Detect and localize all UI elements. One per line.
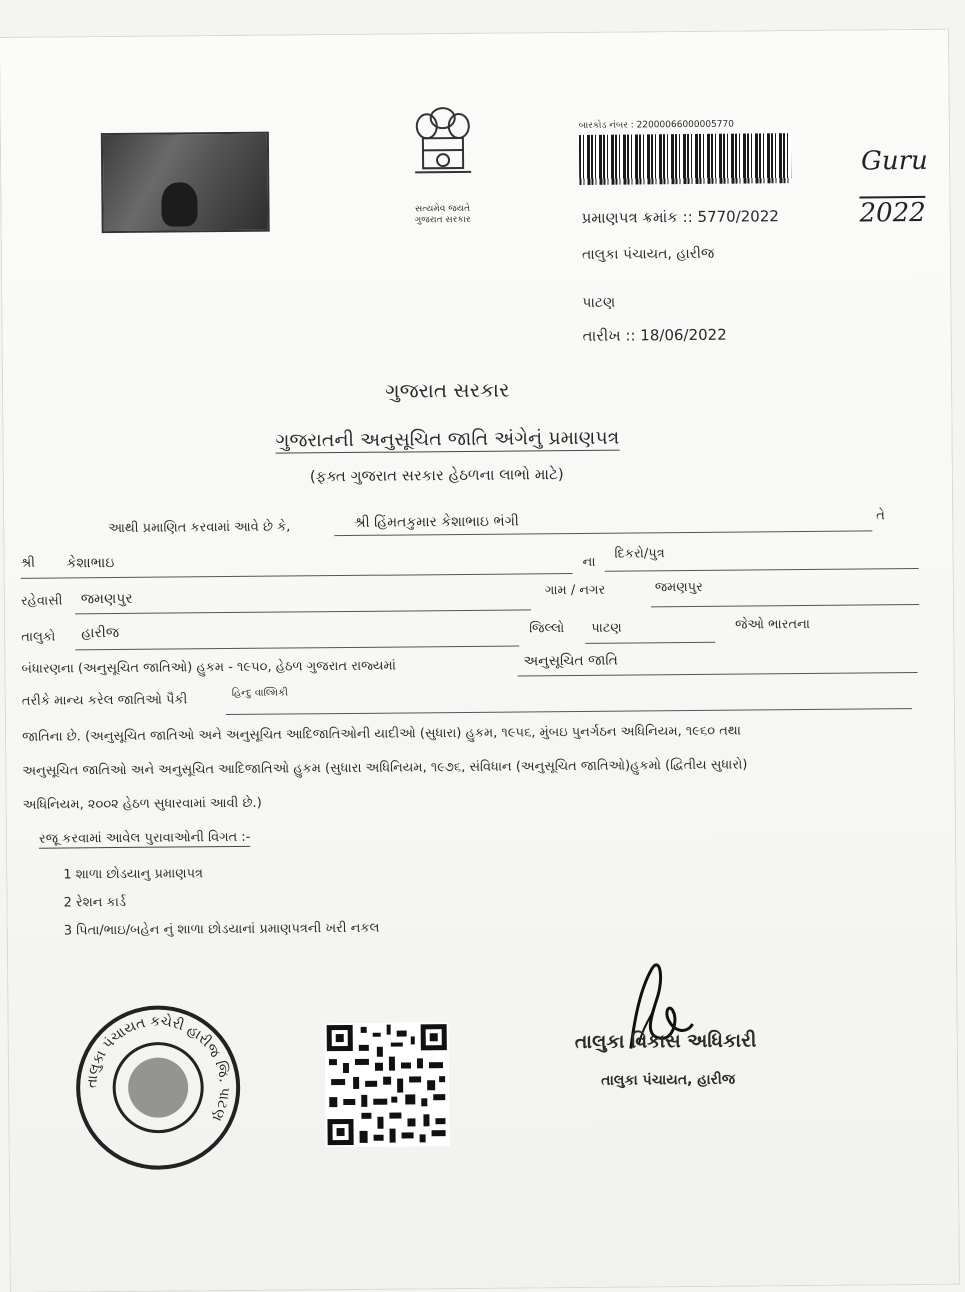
- son-label: દિકરો/પુત્ર: [614, 546, 665, 562]
- para-line-3: અધિનિયમ, ૨૦૦૨ હેઠળ સુધારવામાં આવી છે.): [22, 795, 262, 813]
- shri-label: શ્રી: [20, 555, 35, 571]
- certificate-subtitle: (ફક્ત ગુજરાત સરકાર હેઠળના લાભો માટે): [309, 465, 564, 486]
- issuing-office: તાલુકા પંચાયત, હારીજ: [581, 245, 715, 263]
- certify-text: આથી પ્રમાણિત કરવામાં આવે છે કે,: [108, 519, 291, 537]
- para-line-2: અનુસૂચિત જાતિઓ અને અનુસૂચિત આદિજાતિઓ હુકમ (સુધારા અધિનિયમ, ૧૯૭૬, સંવિધાન (અનુસૂચિત જાતિઓ)હુકમો (દ્વિતીય સુધારો): [22, 757, 748, 779]
- certificate-title: ગુજરાતની અનુસૂચિત જાતિ અંગેનું પ્રમાણપત્ર: [275, 426, 620, 452]
- applicant-name: શ્રી હિંમતકુમાર કેશાભાઇ ભંગી: [354, 513, 519, 531]
- resident-value: જમણપુર: [80, 590, 133, 608]
- evidence-heading: રજૂ કરવામાં આવેલ પુરાવાઓની વિગત :-: [38, 829, 251, 847]
- taluka-label: તાલુકો: [21, 629, 56, 645]
- issue-date: તારીખ :: 18/06/2022: [582, 325, 727, 345]
- constitution-text: બંધારણના (અનુસૂચિત જાતિઓ) હુકમ - ૧૯૫૦, હેઠળ ગુજરાત રાજ્યમાં: [21, 658, 396, 677]
- applicant-photo: [101, 132, 270, 233]
- evidence-item: 1 શાળા છોડયાનુ પ્રમાણપત્ર: [63, 866, 204, 883]
- qr-code: [325, 1022, 450, 1147]
- india-text: જેઓ ભારતના: [735, 616, 810, 633]
- government-title: ગુજરાત સરકાર: [384, 377, 510, 403]
- emblem-caption: સત્યમેવ જયતે ગુજરાત સરકાર: [414, 203, 471, 226]
- father-name: કેશાભાઇ: [66, 555, 115, 572]
- state-emblem-icon: [401, 100, 486, 205]
- category-value: અનુસૂચિત જાતિ: [523, 652, 618, 670]
- district-label: જિલ્લો: [529, 621, 565, 637]
- caste-value: હિન્દુ વાલ્મિકી: [231, 687, 289, 700]
- barcode: [579, 133, 791, 185]
- na-text: ના: [582, 554, 596, 570]
- officer-signature-icon: [568, 947, 809, 1089]
- handwritten-year: 2022: [859, 197, 926, 229]
- taluka-value: હારીજ: [81, 624, 120, 642]
- barcode-number: બારકોડ નંબર : 22000066000005770: [578, 119, 735, 131]
- header-district: પાટણ: [582, 294, 616, 311]
- district-value: પાટણ: [591, 620, 622, 636]
- para-line-1: જાતિના છે. (અનુસૂચિત જાતિઓ અને અનુસૂચિત આદિજાતિઓની યાદીઓ (સુધારા) હુકમ, ૧૯૫૬, મુંબઇ પુનર્ગઠન અધિનિયમ, ૧૯૬૦ તથા: [22, 723, 742, 745]
- officer-office: તાલુકા પંચાયત, હારીજ: [601, 1071, 736, 1089]
- officer-title: તાલુકા વિકાસ અધિકારી: [574, 1029, 757, 1054]
- certificate-page: [0, 30, 959, 1292]
- svg-text:તાલુકા પંચાયત કચેરી હારીજ જિ.: તાલુકા પંચાયત કચેરી હારીજ જિ. પાટણ: [83, 1013, 233, 1124]
- recognized-text: તરીકે માન્ય કરેલ જાતિઓ પૈકી: [21, 692, 188, 709]
- office-seal-icon: [72, 1002, 243, 1173]
- handwritten-note: Guru: [860, 145, 928, 177]
- village-value: જમણપુર: [654, 579, 703, 596]
- evidence-item: 3 પિતા/ભાઇ/બહેન નું શાળા છોડયાનાં પ્રમાણપત્રની ખરી નકલ: [63, 920, 380, 939]
- certificate-number: પ્રમાણપત્ર ક્રમાંક :: 5770/2022: [581, 207, 779, 227]
- village-label: ગામ / નગર: [544, 582, 606, 599]
- te-text: તે: [876, 508, 885, 524]
- evidence-item: 2 રેશન કાર્ડ: [63, 894, 127, 911]
- resident-label: રહેવાસી: [20, 593, 63, 609]
